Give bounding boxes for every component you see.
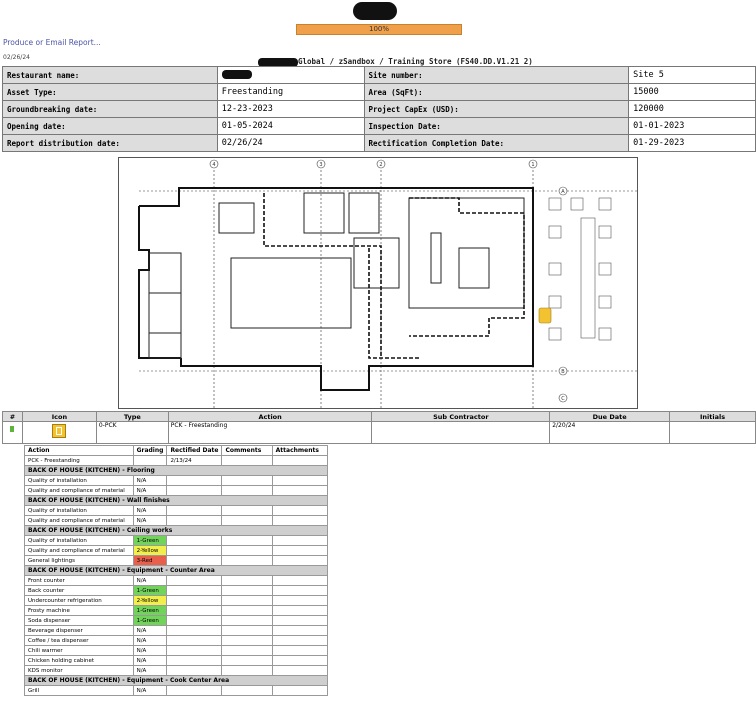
column-header: Action	[25, 446, 134, 456]
attachments-cell[interactable]	[272, 626, 327, 636]
grading-cell[interactable]: N/A	[133, 576, 167, 586]
grading-cell[interactable]: N/A	[133, 626, 167, 636]
rectified-date-cell[interactable]	[167, 506, 222, 516]
section-title: BACK OF HOUSE (KITCHEN) - Equipment - Counter Area	[25, 566, 328, 576]
comments-cell[interactable]	[222, 626, 272, 636]
pin-icon[interactable]	[539, 308, 551, 323]
checklist-row	[25, 576, 328, 586]
checklist-action: Back counter	[25, 586, 134, 596]
rectified-date-cell[interactable]	[167, 576, 222, 586]
attachments-cell[interactable]	[272, 486, 327, 496]
column-header: #	[3, 412, 23, 422]
attachments-cell[interactable]	[272, 666, 327, 676]
checklist-action: Quality and compliance of material	[25, 516, 134, 526]
comments-cell[interactable]	[222, 666, 272, 676]
info-label: Area (SqFt):	[364, 84, 629, 101]
checklist-row	[25, 516, 328, 526]
section-title: BACK OF HOUSE (KITCHEN) - Wall finishes	[25, 496, 328, 506]
comments-cell[interactable]	[222, 476, 272, 486]
checklist-action: Coffee / tea dispenser	[25, 636, 134, 646]
grid-label: 2	[379, 162, 383, 168]
info-value: Freestanding	[217, 84, 364, 101]
checklist-row	[25, 486, 328, 496]
checklist-action: Quality and compliance of material	[25, 546, 134, 556]
info-row	[3, 118, 756, 135]
comments-cell[interactable]	[222, 456, 272, 466]
checklist-row	[25, 536, 328, 546]
checklist-action: Undercounter refrigeration	[25, 596, 134, 606]
grid-label: C	[561, 396, 565, 402]
comments-cell[interactable]	[222, 506, 272, 516]
grading-cell[interactable]: N/A	[133, 646, 167, 656]
rectified-date-cell[interactable]	[167, 636, 222, 646]
rectified-date-cell[interactable]	[167, 626, 222, 636]
info-row	[3, 67, 756, 84]
section-title: BACK OF HOUSE (KITCHEN) - Ceiling works	[25, 526, 328, 536]
attachments-cell[interactable]	[272, 476, 327, 486]
info-label: Opening date:	[3, 118, 218, 135]
rectified-date-cell[interactable]	[167, 666, 222, 676]
grading-cell[interactable]: N/A	[133, 636, 167, 646]
comments-cell[interactable]	[222, 656, 272, 666]
column-header: Rectified Date	[167, 446, 222, 456]
rectified-date-cell[interactable]	[167, 686, 222, 696]
attachments-cell[interactable]	[272, 596, 327, 606]
status-flag-icon	[10, 426, 14, 432]
grading-cell[interactable]	[133, 456, 167, 466]
info-value: 15000	[629, 84, 756, 101]
rectified-date-cell[interactable]	[167, 546, 222, 556]
grid-label: 3	[319, 162, 323, 168]
info-value: 12-23-2023	[217, 101, 364, 118]
grading-cell[interactable]: 1-Green	[133, 616, 167, 626]
column-header: Due Date	[550, 412, 670, 422]
grading-cell[interactable]: N/A	[133, 506, 167, 516]
grading-cell[interactable]: 2-Yellow	[133, 596, 167, 606]
info-label: Site number:	[364, 67, 629, 84]
checklist-action: PCK - Freestanding	[25, 456, 134, 466]
comments-cell[interactable]	[222, 486, 272, 496]
redacted-text	[222, 70, 252, 79]
checklist-action: Frosty machine	[25, 606, 134, 616]
info-value: 01-05-2024	[217, 118, 364, 135]
section-title: BACK OF HOUSE (KITCHEN) - Flooring	[25, 466, 328, 476]
attachments-cell[interactable]	[272, 556, 327, 566]
info-value	[217, 67, 364, 84]
section-header	[25, 496, 328, 506]
initials-cell	[670, 422, 756, 444]
checklist-row	[25, 606, 328, 616]
checklist-row	[25, 556, 328, 566]
due-date-cell: 2/20/24	[550, 422, 670, 444]
checklist-action: Chili warmer	[25, 646, 134, 656]
attachments-cell[interactable]	[272, 686, 327, 696]
checklist-row	[25, 666, 328, 676]
checklist-row	[25, 656, 328, 666]
grid-label: 1	[531, 162, 535, 168]
grading-cell[interactable]: 1-Green	[133, 606, 167, 616]
attachments-cell[interactable]	[272, 616, 327, 626]
rectified-date-cell[interactable]	[167, 586, 222, 596]
info-label: Groundbreaking date:	[3, 101, 218, 118]
comments-cell[interactable]	[222, 556, 272, 566]
checklist-action: KDS monitor	[25, 666, 134, 676]
column-header: Sub Contractor	[372, 412, 550, 422]
progress-label: 100%	[368, 25, 389, 33]
checklist-row	[25, 626, 328, 636]
info-value: 120000	[629, 101, 756, 118]
checklist-row	[25, 686, 328, 696]
attachments-cell[interactable]	[272, 576, 327, 586]
table-row[interactable]	[3, 422, 756, 444]
checklist-row	[25, 596, 328, 606]
rectified-date-cell[interactable]	[167, 536, 222, 546]
rectified-date-cell[interactable]	[167, 556, 222, 566]
checklist-action: Quality of installation	[25, 536, 134, 546]
grading-cell[interactable]: 1-Green	[133, 586, 167, 596]
comments-cell[interactable]	[222, 686, 272, 696]
info-label: Asset Type:	[3, 84, 218, 101]
info-value: 01-01-2023	[629, 118, 756, 135]
info-label: Report distribution date:	[3, 135, 218, 152]
floor-plan-image	[118, 157, 638, 409]
grading-cell[interactable]: N/A	[133, 656, 167, 666]
grid-label: B	[561, 369, 565, 375]
comments-cell[interactable]	[222, 576, 272, 586]
section-header	[25, 466, 328, 476]
attachments-cell[interactable]	[272, 586, 327, 596]
checklist-action: Front counter	[25, 576, 134, 586]
redacted-logo	[353, 2, 397, 20]
checklist-row	[25, 636, 328, 646]
checklist-action: Chicken holding cabinet	[25, 656, 134, 666]
comments-cell[interactable]	[222, 606, 272, 616]
rectified-date-cell[interactable]	[167, 486, 222, 496]
info-label: Restaurant name:	[3, 67, 218, 84]
attachments-cell[interactable]	[272, 506, 327, 516]
grid-label: A	[561, 189, 565, 195]
comments-cell[interactable]	[222, 546, 272, 556]
checklist-row	[25, 586, 328, 596]
comments-cell[interactable]	[222, 646, 272, 656]
section-header	[25, 566, 328, 576]
info-value: 01-29-2023	[629, 135, 756, 152]
grading-cell[interactable]: 2-Yellow	[133, 546, 167, 556]
info-table	[2, 66, 756, 152]
checklist-action: Quality and compliance of material	[25, 486, 134, 496]
rectified-date-cell[interactable]	[167, 476, 222, 486]
rectified-date-cell[interactable]	[167, 646, 222, 656]
type-cell: 0-PCK	[96, 422, 168, 444]
comments-cell[interactable]	[222, 586, 272, 596]
checklist-action: Quality of installation	[25, 506, 134, 516]
checklist-action: Beverage dispenser	[25, 626, 134, 636]
column-header: Comments	[222, 446, 272, 456]
column-header: Icon	[22, 412, 96, 422]
comments-cell[interactable]	[222, 636, 272, 646]
checklist-action: General lightings	[25, 556, 134, 566]
rectified-date-cell[interactable]	[167, 616, 222, 626]
rectified-date-cell[interactable]: 2/13/24	[167, 456, 222, 466]
column-header: Action	[168, 412, 372, 422]
checklist-action: Soda dispenser	[25, 616, 134, 626]
info-row	[3, 84, 756, 101]
attachments-cell[interactable]	[272, 456, 327, 466]
section-header	[25, 676, 328, 686]
rectified-date-cell[interactable]	[167, 516, 222, 526]
checklist-table	[24, 445, 328, 696]
checklist-row	[25, 506, 328, 516]
info-value: Site 5	[629, 67, 756, 84]
checklist-row	[25, 456, 328, 466]
subcontractor-cell	[372, 422, 550, 444]
grading-cell[interactable]: N/A	[133, 486, 167, 496]
attachments-cell[interactable]	[272, 536, 327, 546]
attachments-cell[interactable]	[272, 646, 327, 656]
column-header: Grading	[133, 446, 167, 456]
checklist-icon[interactable]	[52, 424, 66, 438]
comments-cell[interactable]	[222, 536, 272, 546]
grading-cell[interactable]: N/A	[133, 476, 167, 486]
checklist-row	[25, 546, 328, 556]
attachments-cell[interactable]	[272, 636, 327, 646]
grading-cell[interactable]: 1-Green	[133, 536, 167, 546]
breadcrumb-text: Global / zSandbox / Training Store (FS40.DD.V1.21 2)	[298, 57, 533, 66]
action-cell: PCK - Freestanding	[168, 422, 372, 444]
grading-cell[interactable]: N/A	[133, 666, 167, 676]
rectified-date-cell[interactable]	[167, 656, 222, 666]
attachments-cell[interactable]	[272, 516, 327, 526]
info-label: Project CapEx (USD):	[364, 101, 629, 118]
grading-cell[interactable]: 3-Red	[133, 556, 167, 566]
attachments-cell[interactable]	[272, 546, 327, 556]
comments-cell[interactable]	[222, 616, 272, 626]
comments-cell[interactable]	[222, 516, 272, 526]
column-header: Type	[96, 412, 168, 422]
checklist-action: Grill	[25, 686, 134, 696]
checklist-row	[25, 616, 328, 626]
attachments-cell[interactable]	[272, 606, 327, 616]
floor-plan-drawing	[119, 158, 637, 408]
rectified-date-cell[interactable]	[167, 606, 222, 616]
column-header: Attachments	[272, 446, 327, 456]
grid-label: 4	[212, 162, 216, 168]
column-header: Initials	[670, 412, 756, 422]
checklist-row	[25, 476, 328, 486]
report-link[interactable]: Produce or Email Report...	[3, 38, 101, 47]
action-table	[2, 411, 756, 444]
comments-cell[interactable]	[222, 596, 272, 606]
checklist-action: Quality of installation	[25, 476, 134, 486]
grading-cell[interactable]: N/A	[133, 516, 167, 526]
info-row	[3, 101, 756, 118]
report-date: 02/26/24	[3, 54, 30, 61]
section-header	[25, 526, 328, 536]
info-value: 02/26/24	[217, 135, 364, 152]
rectified-date-cell[interactable]	[167, 596, 222, 606]
info-row	[3, 135, 756, 152]
grading-cell[interactable]: N/A	[133, 686, 167, 696]
attachments-cell[interactable]	[272, 656, 327, 666]
info-label: Rectification Completion Date:	[364, 135, 629, 152]
section-title: BACK OF HOUSE (KITCHEN) - Equipment - Cook Center Area	[25, 676, 328, 686]
info-label: Inspection Date:	[364, 118, 629, 135]
progress-bar	[296, 24, 462, 35]
checklist-row	[25, 646, 328, 656]
